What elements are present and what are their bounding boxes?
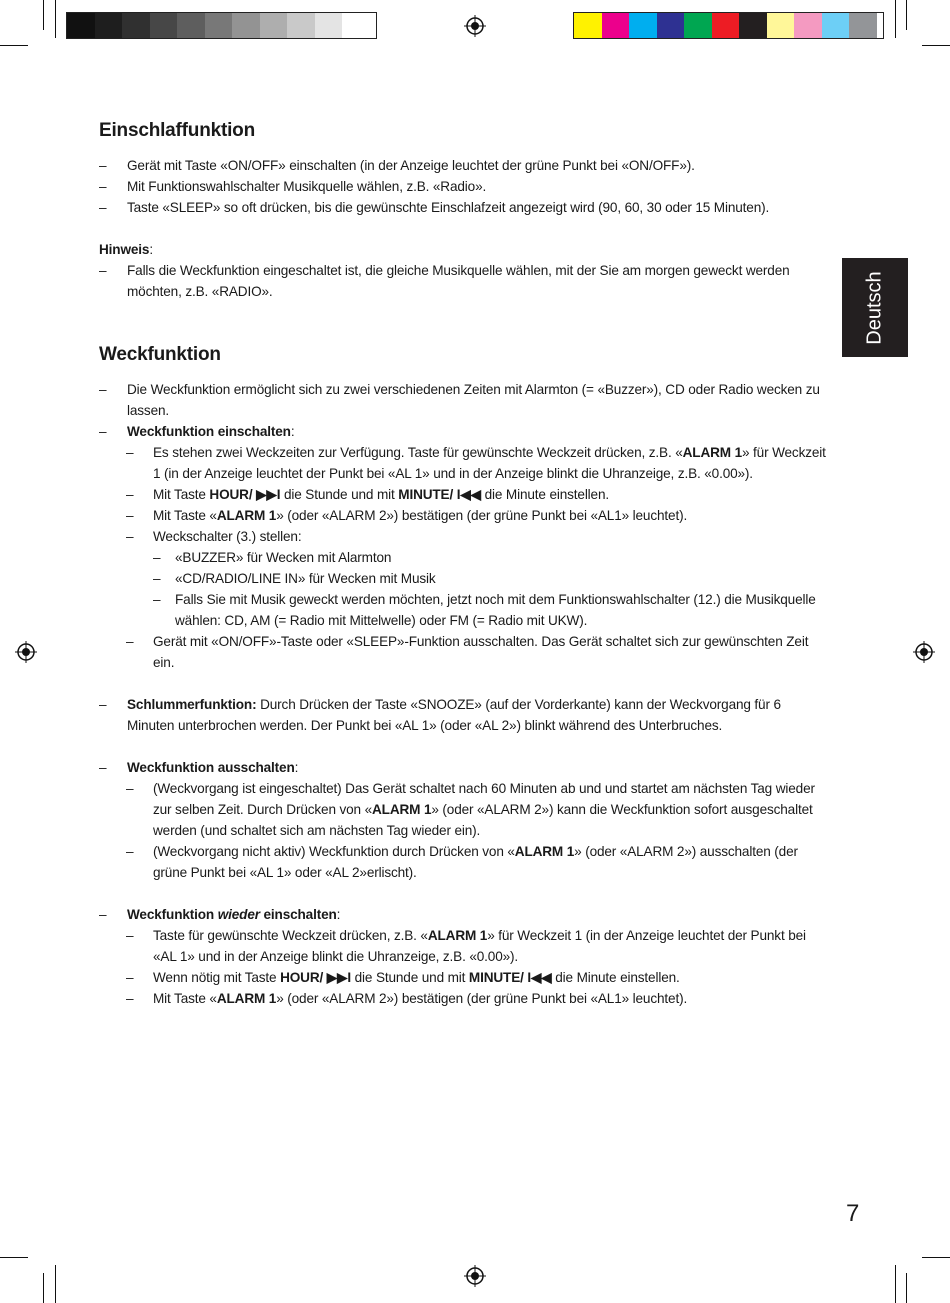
color-swatch (712, 13, 740, 38)
color-bar (573, 12, 884, 39)
list-item: – «CD/RADIO/LINE IN» für Wecken mit Musik (153, 571, 436, 586)
list-item: – Mit Taste HOUR/ ▶▶I die Stunde und mit MINUTE/ I◀◀ die Minute einstellen. (126, 487, 610, 502)
list-item: – Weckfunktion wieder einschalten: (99, 907, 341, 922)
color-swatch (739, 13, 767, 38)
list-item: – Wenn nötig mit Taste HOUR/ ▶▶I die Stunde und mit MINUTE/ I◀◀ die Minute einstellen. (126, 970, 680, 985)
list-item: – (Weckvorgang nicht aktiv) Weckfunktion durch Drücken von «ALARM 1» (oder «ALARM 2») ausschalten (der grüne Punkt bei «AL 1» oder «AL 2»erlischt). (126, 844, 798, 880)
language-tab-label: Deutsch (863, 270, 886, 345)
section-title-alarm: Weckfunktion (99, 344, 221, 365)
list-item: – Falls die Weckfunktion eingeschaltet ist, die gleiche Musikquelle wählen, mit der Sie am morgen geweckt werden möchten, z.B. «RADIO». (99, 263, 790, 299)
list-item: – Weckschalter (3.) stellen: (126, 529, 302, 544)
color-swatch (767, 13, 795, 38)
list-item: – Die Weckfunktion ermöglicht sich zu zwei verschiedenen Zeiten mit Alarmton (= «Buzzer»), CD oder Radio wecken zu lassen. (99, 382, 820, 418)
crop-mark (906, 1273, 907, 1303)
color-swatch (849, 13, 877, 38)
grayscale-swatch (177, 13, 205, 38)
grayscale-bar (66, 12, 377, 39)
section-title-sleep: Einschlaffunktion (99, 120, 255, 141)
grayscale-swatch (260, 13, 288, 38)
crop-mark (922, 1257, 950, 1258)
color-swatch (684, 13, 712, 38)
list-item: – Weckfunktion einschalten: (99, 424, 295, 439)
list-item: – Es stehen zwei Weckzeiten zur Verfügung. Taste für gewünschte Weckzeit drücken, z.B. «ALARM 1» für Weckzeit 1 (in der Anzeige leuchtet der Punkt bei «AL 1» und in der Anzeige blinkt die Uhranzeige, z.B. «0.00»). (126, 445, 826, 481)
grayscale-swatch (150, 13, 178, 38)
note-heading: Hinweis: (99, 242, 153, 257)
crop-mark (55, 1265, 56, 1303)
list-item: – Falls Sie mit Musik geweckt werden möchten, jetzt noch mit dem Funktionswahlschalter (12.) die Musikquelle wählen: CD, AM (= Radio mit Mittelwelle) oder FM (= Radio mit UKW). (153, 592, 816, 628)
crop-mark (43, 0, 44, 30)
list-item: – Taste für gewünschte Weckzeit drücken, z.B. «ALARM 1» für Weckzeit 1 (in der Anzeige leuchtet der Punkt bei «AL 1» und in der Anzeige blinkt die Uhranzeige, z.B. «0.00»). (126, 928, 806, 964)
list-item: – «BUZZER» für Wecken mit Alarmton (153, 550, 392, 565)
crop-mark (922, 45, 950, 46)
list-item: – (Weckvorgang ist eingeschaltet) Das Gerät schaltet nach 60 Minuten ab und und startet am nächsten Tag wieder zur selben Zeit. Durch Drücken von «ALARM 1» (oder «ALARM 2») kann die Weckfunktion sofort ausgeschaltet werden (und schaltet sich am nächsten Tag wieder ein). (126, 781, 815, 838)
list-item: – Mit Taste «ALARM 1» (oder «ALARM 2») bestätigen (der grüne Punkt bei «AL1» leuchtet). (126, 991, 688, 1006)
list-item: – Gerät mit Taste «ON/OFF» einschalten (in der Anzeige leuchtet der grüne Punkt bei «ON/OFF»). (99, 158, 695, 173)
list-item: – Gerät mit «ON/OFF»-Taste oder «SLEEP»-Funktion ausschalten. Das Gerät schaltet sich zur gewünschten Zeit ein. (126, 634, 809, 670)
crop-mark (0, 1257, 28, 1258)
page-content (99, 118, 829, 1009)
color-swatch (574, 13, 602, 38)
grayscale-swatch (67, 13, 95, 38)
list-item: – Weckfunktion ausschalten: (99, 760, 299, 775)
list-item: – Schlummerfunktion: Durch Drücken der Taste «SNOOZE» (auf der Vorderkante) kann der Weckvorgang für 6 Minuten unterbrochen werden. Der Punkt bei «AL 1» (oder «AL 2») blinkt während des Unterbruches. (99, 697, 781, 733)
grayscale-swatch (342, 13, 370, 38)
grayscale-swatch (122, 13, 150, 38)
grayscale-swatch (232, 13, 260, 38)
color-swatch (822, 13, 850, 38)
grayscale-swatch (287, 13, 315, 38)
registration-mark-icon (15, 641, 37, 663)
crop-mark (895, 0, 896, 38)
crop-mark (55, 0, 56, 38)
grayscale-swatch (95, 13, 123, 38)
crop-mark (0, 45, 28, 46)
crop-mark (43, 1273, 44, 1303)
registration-mark-icon (913, 641, 935, 663)
crop-mark (895, 1265, 896, 1303)
list-item: – Mit Funktionswahlschalter Musikquelle wählen, z.B. «Radio». (99, 179, 487, 194)
color-swatch (602, 13, 630, 38)
list-item: – Mit Taste «ALARM 1» (oder «ALARM 2») bestätigen (der grüne Punkt bei «AL1» leuchtet). (126, 508, 688, 523)
registration-mark-icon (464, 15, 486, 37)
list-item: – Taste «SLEEP» so oft drücken, bis die gewünschte Einschlafzeit angezeigt wird (90, 60, 30 oder 15 Minuten). (99, 200, 770, 215)
grayscale-swatch (205, 13, 233, 38)
registration-mark-icon (464, 1265, 486, 1287)
color-swatch (657, 13, 685, 38)
page-number: 7 (846, 1200, 860, 1227)
color-swatch (794, 13, 822, 38)
grayscale-swatch (315, 13, 343, 38)
crop-mark (906, 0, 907, 30)
color-swatch (629, 13, 657, 38)
language-tab (842, 258, 908, 357)
